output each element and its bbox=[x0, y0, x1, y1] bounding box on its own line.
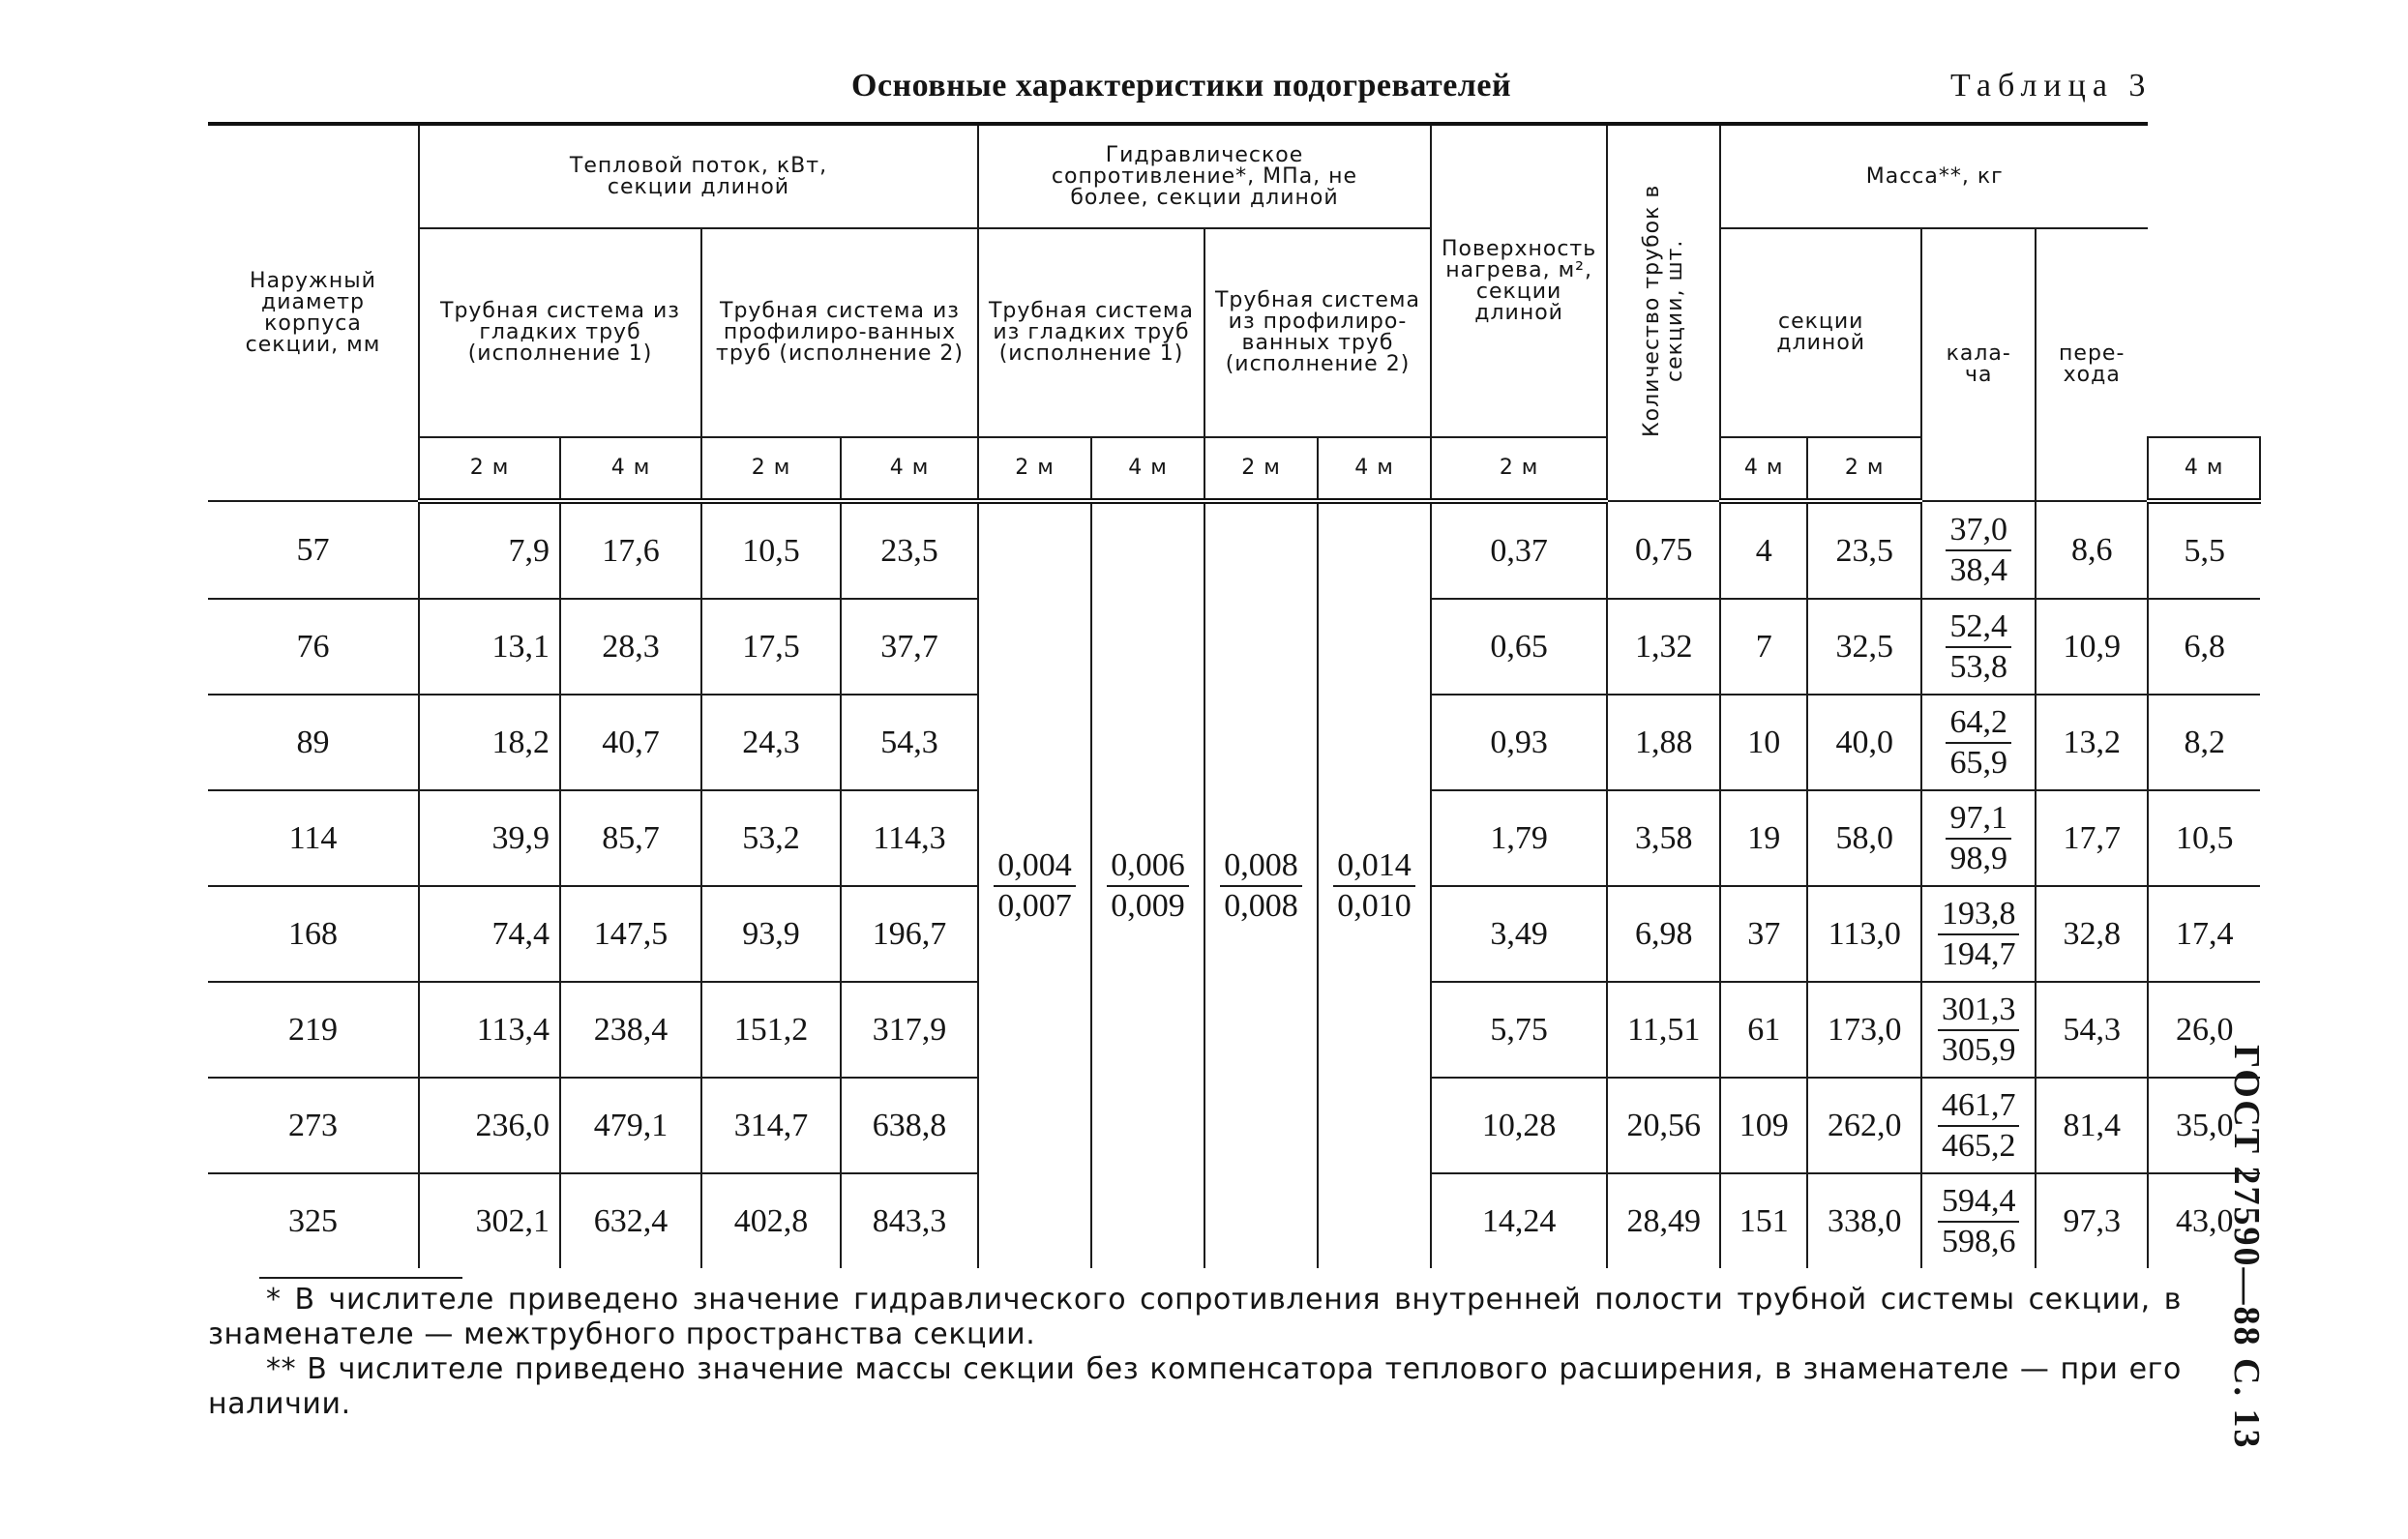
cell-diameter: 57 bbox=[208, 501, 419, 599]
cell-surface-2m: 10,28 bbox=[1431, 1078, 1607, 1173]
footnotes bbox=[208, 1283, 2182, 1422]
footnote-rule bbox=[259, 1277, 462, 1279]
mass-without-compensator: 594,4 bbox=[1938, 1182, 2020, 1223]
cell-surface-4m: 1,32 bbox=[1607, 599, 1720, 695]
cell-surface-4m: 3,58 bbox=[1607, 790, 1720, 886]
unit-2m: 2 м bbox=[978, 437, 1091, 501]
cell-mass-transition: 35,0 bbox=[2148, 1078, 2260, 1173]
cell-mass-kalach: 8,6 bbox=[2036, 501, 2148, 599]
cell-heat-smooth-4m: 238,4 bbox=[560, 982, 701, 1078]
fraction bbox=[1107, 846, 1189, 926]
cell-mass-2m: 262,0 bbox=[1807, 1078, 1921, 1173]
fraction bbox=[994, 846, 1076, 926]
cell-heat-smooth-4m: 28,3 bbox=[560, 599, 701, 695]
cell-heat-profiled-2m: 10,5 bbox=[701, 501, 841, 599]
unit-4m: 4 м bbox=[2148, 437, 2260, 501]
cell-mass-4m bbox=[1921, 790, 2036, 886]
cell-mass-kalach: 10,9 bbox=[2036, 599, 2148, 695]
footnote-1: * В числителе приведено значение гидравлического сопротивления внутренней полости трубной системы секции, в знаменателе — межтрубного пространства секции. bbox=[208, 1283, 2182, 1351]
cell-heat-profiled-4m: 23,5 bbox=[841, 501, 978, 599]
cell-surface-2m: 0,93 bbox=[1431, 695, 1607, 790]
cell-tube-count: 4 bbox=[1720, 501, 1807, 599]
cell-surface-2m: 0,65 bbox=[1431, 599, 1607, 695]
cell-mass-4m bbox=[1921, 886, 2036, 982]
mass-with-compensator: 38,4 bbox=[1949, 551, 2007, 588]
cell-heat-profiled-2m: 17,5 bbox=[701, 599, 841, 695]
fraction bbox=[1938, 1086, 2020, 1166]
cell-mass-2m: 173,0 bbox=[1807, 982, 1921, 1078]
unit-2m: 2 м bbox=[1807, 437, 1921, 501]
cell-mass-transition: 6,8 bbox=[2148, 599, 2260, 695]
cell-mass-kalach: 81,4 bbox=[2036, 1078, 2148, 1173]
cell-hydraulic-1 bbox=[978, 501, 1091, 1268]
mass-without-compensator: 193,8 bbox=[1938, 895, 2020, 935]
mass-without-compensator: 301,3 bbox=[1938, 991, 2020, 1031]
unit-2m: 2 м bbox=[1431, 437, 1607, 501]
mass-without-compensator: 52,4 bbox=[1946, 607, 2011, 648]
fraction bbox=[1946, 511, 2011, 590]
cell-mass-4m bbox=[1921, 695, 2036, 790]
cell-diameter: 273 bbox=[208, 1078, 419, 1173]
mass-with-compensator: 98,9 bbox=[1949, 840, 2007, 876]
cell-heat-profiled-4m: 114,3 bbox=[841, 790, 978, 886]
header-mass-section: секции длиной bbox=[1720, 228, 1921, 437]
cell-tube-count: 10 bbox=[1720, 695, 1807, 790]
cell-tube-count: 7 bbox=[1720, 599, 1807, 695]
cell-tube-count: 109 bbox=[1720, 1078, 1807, 1173]
unit-2m: 2 м bbox=[419, 437, 560, 501]
cell-heat-smooth-4m: 40,7 bbox=[560, 695, 701, 790]
cell-mass-transition: 10,5 bbox=[2148, 790, 2260, 886]
cell-heat-profiled-4m: 638,8 bbox=[841, 1078, 978, 1173]
cell-mass-transition: 17,4 bbox=[2148, 886, 2260, 982]
cell-mass-4m bbox=[1921, 982, 2036, 1078]
fraction bbox=[1333, 846, 1415, 926]
cell-mass-2m: 113,0 bbox=[1807, 886, 1921, 982]
cell-surface-4m: 1,88 bbox=[1607, 695, 1720, 790]
cell-heat-smooth-2m: 236,0 bbox=[419, 1078, 560, 1173]
cell-mass-4m bbox=[1921, 599, 2036, 695]
cell-mass-2m: 58,0 bbox=[1807, 790, 1921, 886]
cell-heat-profiled-2m: 24,3 bbox=[701, 695, 841, 790]
cell-heat-profiled-2m: 53,2 bbox=[701, 790, 841, 886]
mass-without-compensator: 37,0 bbox=[1946, 511, 2011, 551]
fraction bbox=[1946, 799, 2011, 878]
unit-4m: 4 м bbox=[841, 437, 978, 501]
cell-heat-smooth-4m: 479,1 bbox=[560, 1078, 701, 1173]
cell-surface-2m: 5,75 bbox=[1431, 982, 1607, 1078]
mass-without-compensator: 64,2 bbox=[1946, 703, 2011, 744]
cell-mass-transition: 26,0 bbox=[2148, 982, 2260, 1078]
cell-heat-smooth-2m: 302,1 bbox=[419, 1173, 560, 1268]
cell-heat-profiled-2m: 402,8 bbox=[701, 1173, 841, 1268]
header-diameter: Наружный диаметр корпуса секции, мм bbox=[208, 124, 419, 501]
cell-heat-profiled-4m: 54,3 bbox=[841, 695, 978, 790]
cell-surface-2m: 1,79 bbox=[1431, 790, 1607, 886]
cell-surface-4m: 0,75 bbox=[1607, 501, 1720, 599]
hydraulic-intertube: 0,008 bbox=[1224, 888, 1298, 924]
cell-heat-smooth-2m: 13,1 bbox=[419, 599, 560, 695]
cell-tube-count: 61 bbox=[1720, 982, 1807, 1078]
unit-4m: 4 м bbox=[1318, 437, 1431, 501]
table-title: Основные характеристики подогревателей bbox=[851, 68, 1512, 104]
cell-mass-transition: 43,0 bbox=[2148, 1173, 2260, 1268]
cell-heat-profiled-4m: 317,9 bbox=[841, 982, 978, 1078]
cell-surface-4m: 28,49 bbox=[1607, 1173, 1720, 1268]
cell-heat-profiled-2m: 314,7 bbox=[701, 1078, 841, 1173]
cell-tube-count: 151 bbox=[1720, 1173, 1807, 1268]
cell-heat-smooth-2m: 74,4 bbox=[419, 886, 560, 982]
header-surface: Поверхность нагрева, м², секции длиной bbox=[1431, 124, 1607, 437]
cell-heat-smooth-2m: 18,2 bbox=[419, 695, 560, 790]
header-mass-transition: пере-хода bbox=[2036, 228, 2148, 501]
cell-heat-profiled-4m: 37,7 bbox=[841, 599, 978, 695]
characteristics-table bbox=[208, 122, 2261, 1268]
mass-without-compensator: 97,1 bbox=[1946, 799, 2011, 840]
cell-surface-4m: 20,56 bbox=[1607, 1078, 1720, 1173]
unit-4m: 4 м bbox=[560, 437, 701, 501]
hydraulic-intertube: 0,009 bbox=[1111, 888, 1185, 924]
unit-2m: 2 м bbox=[701, 437, 841, 501]
cell-hydraulic-4 bbox=[1318, 501, 1431, 1268]
cell-heat-smooth-2m: 113,4 bbox=[419, 982, 560, 1078]
cell-hydraulic-3 bbox=[1204, 501, 1318, 1268]
cell-mass-4m bbox=[1921, 501, 2036, 599]
cell-mass-2m: 23,5 bbox=[1807, 501, 1921, 599]
cell-surface-2m: 14,24 bbox=[1431, 1173, 1607, 1268]
cell-heat-profiled-4m: 196,7 bbox=[841, 886, 978, 982]
cell-diameter: 114 bbox=[208, 790, 419, 886]
unit-4m: 4 м bbox=[1091, 437, 1204, 501]
cell-surface-4m: 11,51 bbox=[1607, 982, 1720, 1078]
mass-with-compensator: 65,9 bbox=[1949, 744, 2007, 781]
mass-with-compensator: 465,2 bbox=[1941, 1127, 2016, 1164]
cell-surface-2m: 0,37 bbox=[1431, 501, 1607, 599]
cell-diameter: 76 bbox=[208, 599, 419, 695]
hydraulic-intertube: 0,007 bbox=[997, 888, 1072, 924]
cell-heat-smooth-4m: 632,4 bbox=[560, 1173, 701, 1268]
table-row bbox=[208, 501, 2260, 599]
header-hyd-profiled: Трубная система из профилиро-ванных труб (исполнение 2) bbox=[1204, 228, 1431, 437]
cell-mass-2m: 40,0 bbox=[1807, 695, 1921, 790]
mass-with-compensator: 194,7 bbox=[1941, 935, 2016, 972]
header-hyd-smooth: Трубная система из гладких труб (исполнение 1) bbox=[978, 228, 1204, 437]
cell-heat-smooth-2m: 7,9 bbox=[419, 501, 560, 599]
hydraulic-internal: 0,014 bbox=[1333, 846, 1415, 887]
header-tube-count bbox=[1607, 124, 1720, 501]
cell-surface-2m: 3,49 bbox=[1431, 886, 1607, 982]
cell-mass-kalach: 13,2 bbox=[2036, 695, 2148, 790]
cell-mass-kalach: 97,3 bbox=[2036, 1173, 2148, 1268]
unit-4m: 4 м bbox=[1720, 437, 1807, 501]
cell-diameter: 168 bbox=[208, 886, 419, 982]
cell-diameter: 325 bbox=[208, 1173, 419, 1268]
fraction bbox=[1938, 895, 2020, 974]
side-standard-label: ГОСТ 27590—88 С. 13 bbox=[2226, 1045, 2267, 1450]
cell-heat-smooth-4m: 85,7 bbox=[560, 790, 701, 886]
cell-tube-count: 37 bbox=[1720, 886, 1807, 982]
cell-mass-transition: 5,5 bbox=[2148, 501, 2260, 599]
mass-without-compensator: 461,7 bbox=[1938, 1086, 2020, 1127]
hydraulic-intertube: 0,010 bbox=[1337, 888, 1412, 924]
fraction bbox=[1946, 703, 2011, 783]
tube-count-label: Количество трубок в секции, шт. bbox=[1639, 184, 1687, 437]
hydraulic-internal: 0,004 bbox=[994, 846, 1076, 887]
footnote-2: ** В числителе приведено значение массы секции без компенсатора теплового расширения, в знаменателе — при его наличии. bbox=[208, 1352, 2182, 1421]
header-mass-kalach: кала-ча bbox=[1921, 228, 2036, 501]
table-body bbox=[208, 501, 2260, 1268]
cell-heat-profiled-4m: 843,3 bbox=[841, 1173, 978, 1268]
cell-diameter: 219 bbox=[208, 982, 419, 1078]
cell-heat-profiled-2m: 93,9 bbox=[701, 886, 841, 982]
mass-with-compensator: 305,9 bbox=[1941, 1031, 2016, 1068]
fraction bbox=[1938, 1182, 2020, 1261]
header-mass: Масса**, кг bbox=[1720, 124, 2148, 228]
cell-heat-profiled-2m: 151,2 bbox=[701, 982, 841, 1078]
header-heat-flow: Тепловой поток, кВт, секции длиной bbox=[419, 124, 978, 228]
hydraulic-internal: 0,006 bbox=[1107, 846, 1189, 887]
cell-tube-count: 19 bbox=[1720, 790, 1807, 886]
hydraulic-internal: 0,008 bbox=[1220, 846, 1302, 887]
cell-surface-4m: 6,98 bbox=[1607, 886, 1720, 982]
table-number: Таблица 3 bbox=[1950, 68, 2153, 104]
cell-heat-smooth-2m: 39,9 bbox=[419, 790, 560, 886]
cell-mass-2m: 32,5 bbox=[1807, 599, 1921, 695]
header-hydraulic: Гидравлическое сопротивление*, МПа, не более, секции длиной bbox=[978, 124, 1431, 228]
cell-mass-4m bbox=[1921, 1173, 2036, 1268]
cell-mass-transition: 8,2 bbox=[2148, 695, 2260, 790]
fraction bbox=[1946, 607, 2011, 687]
cell-mass-2m: 338,0 bbox=[1807, 1173, 1921, 1268]
fraction bbox=[1938, 991, 2020, 1070]
header-heat-smooth: Трубная система из гладких труб (исполнение 1) bbox=[419, 228, 701, 437]
header-heat-profiled: Трубная система из профилиро-ванных труб (исполнение 2) bbox=[701, 228, 978, 437]
cell-mass-kalach: 32,8 bbox=[2036, 886, 2148, 982]
unit-2m: 2 м bbox=[1204, 437, 1318, 501]
cell-heat-smooth-4m: 17,6 bbox=[560, 501, 701, 599]
cell-diameter: 89 bbox=[208, 695, 419, 790]
mass-with-compensator: 53,8 bbox=[1949, 648, 2007, 685]
cell-mass-4m bbox=[1921, 1078, 2036, 1173]
mass-with-compensator: 598,6 bbox=[1941, 1223, 2016, 1259]
cell-mass-kalach: 17,7 bbox=[2036, 790, 2148, 886]
cell-mass-kalach: 54,3 bbox=[2036, 982, 2148, 1078]
cell-heat-smooth-4m: 147,5 bbox=[560, 886, 701, 982]
cell-hydraulic-2 bbox=[1091, 501, 1204, 1268]
fraction bbox=[1220, 846, 1302, 926]
